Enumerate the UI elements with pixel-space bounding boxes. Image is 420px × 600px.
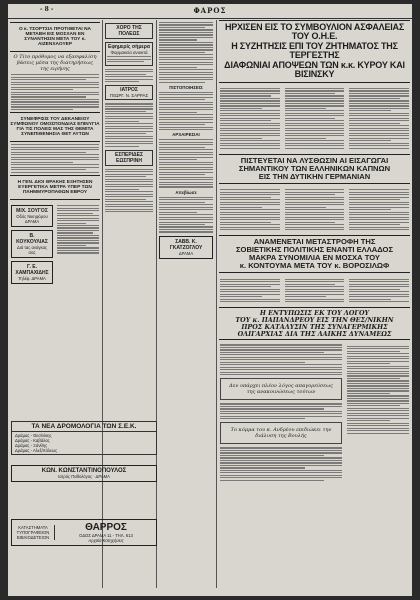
- section-label: ΑΡΧΑΙΡΕΣΙΑΙ: [172, 132, 200, 138]
- timetable-title: ΤΑ ΝΕΑ ΔΡΟΜΟΛΟΓΙΑ ΤΩΝ Σ.Ε.Κ.: [12, 422, 156, 432]
- headline-block: [219, 307, 410, 340]
- inset-headline: Δεν υπάρχει πλέον λόγος απαγορεύσεως της ανακοινώσεως τούτων: [229, 383, 333, 396]
- headline: ΔΙΑΦΩΝΙΑΙ ΑΠΟΨΕΩΝ ΤΩΝ κ.κ. ΚΥΡΟΥ ΚΑΙ ΒΙΣΙΝΣΚΥ: [224, 59, 405, 80]
- column-rule: [102, 20, 103, 588]
- article-text: [11, 144, 99, 173]
- article-text: [159, 197, 213, 233]
- second-column: [104, 20, 154, 590]
- ad-name: ΣΑΒΒ. Κ. ΓΚΑΤΖΟΓΛΟΥ: [169, 238, 203, 251]
- subheadline: Ο Τίτο πρόθυμος να εξασφαλίση βάσεις μέσα της διατηρήσεως της ειρήνης: [13, 54, 97, 73]
- headline: ΑΝΑΜΕΝΕΤΑΙ ΜΕΤΑΣΤΡΟΦΗ ΤΗΣ: [253, 237, 376, 247]
- headline: ΜΑΚΡΑ ΣΥΝΟΜΙΛΙΑ ΕΝ ΜΟΣΧΑ ΤΟΥ: [249, 253, 380, 263]
- headline: Η ΕΝΤΥΠΩΣΙΣ ΕΚ ΤΟΥ ΛΟΓΟΥ: [259, 309, 370, 318]
- column-rule: [156, 20, 157, 588]
- article-text: [105, 69, 153, 83]
- box-title: ΙΑΤΡΟΣ: [120, 87, 138, 94]
- timetable: [11, 421, 157, 455]
- headline: ΕΙΣ ΤΗΝ ΔΥΤΙΚΗΝ ΓΕΡΜΑΝΙΑΝ: [258, 171, 371, 181]
- advertisement: [11, 465, 157, 482]
- article-text: [159, 92, 213, 130]
- box-title: ΕΣΠΕΡΙΔΕΣ ΕΩΣΠΡΙΝΗ: [115, 151, 143, 164]
- info-box: [105, 85, 153, 100]
- headline-block: [219, 20, 410, 83]
- faros-advertisement: [11, 519, 157, 546]
- timetable-row: Δράμας - Θεσ/νίκης: [15, 433, 52, 438]
- article-text: [11, 74, 99, 110]
- article-text: [57, 204, 99, 285]
- page-number: - 8 -: [40, 6, 54, 13]
- newspaper-page: [8, 4, 412, 596]
- headline: ΗΡΧΙΣΕΝ ΕΙΣ ΤΟ ΣΥΜΒΟΥΛΙΟΝ ΑΣΦΑΛΕΙΑΣ ΤΟΥ Ο.Η.Ε.: [224, 22, 405, 42]
- inset-box: [220, 422, 342, 444]
- headline: ΤΟΥ κ. ΠΑΠΑΝΔΡΕΟΥ ΕΙΣ ΤΗΝ ΘΕΣ/ΝΙΚΗΝ: [235, 316, 394, 325]
- article-body: [219, 85, 410, 152]
- ad-text: Τηλέφ. ΔΡΑΜΑ: [18, 275, 46, 281]
- masthead: [8, 4, 412, 19]
- ad-text: Διά τας ανάγκας σας: [16, 244, 48, 255]
- advertisement: [159, 236, 213, 259]
- headline-block: [10, 22, 100, 52]
- headline-block: [219, 235, 410, 273]
- headline: Η ΓΕΝ. ΔΙΟΙ ΘΡΑΚΗΣ ΕΞΗΤΗΣΕΝ ΕΥΕΡΓΕΤΙΚΑ ΜΕΤΡΑ ΥΠΕΡ ΤΩΝ ΠΛΗΜΜΥΡΟΠΑΘΩΝ ΕΒΡΟΥ: [17, 179, 93, 195]
- main-column: [219, 20, 410, 590]
- newspaper-name: ΦΑΡΟΣ: [193, 6, 227, 15]
- inset-headline: Το κόμμα του κ. Ανδρέου επιδιώκει την διάλυση της Βουλής: [230, 427, 332, 440]
- section-label: ΠΙΣΤΟΠΟΙΗΣΕΙΣ: [169, 84, 203, 90]
- headline: ΣΗΜΑΝΤΙΚΟΥ ΤΩΝ ΕΛΛΗΝΙΚΩΝ ΚΑΠΝΩΝ: [238, 164, 391, 173]
- headline: ΟΛΙΓΑΡΧΙΑΣ ΔΙΑ ΤΗΣ ΛΑΙΚΗΣ ΔΥΝΑΜΕΩΣ: [237, 329, 392, 338]
- advertisement: [11, 205, 53, 227]
- column-rule: [216, 20, 217, 588]
- box-title: Εφημερίς σήμερα: [108, 44, 150, 50]
- article-body: [219, 186, 410, 234]
- third-column: [158, 20, 214, 590]
- headline: ΠΙΣΤΕΥΕΤΑΙ ΝΑ ΛΥΣΘΩΣΙΝ ΑΙ ΕΙΣΑΓΩΓΑΙ: [240, 156, 389, 166]
- timetable-row: Δράμας - Αλεξ/πόλεως: [15, 448, 58, 453]
- box-text: Φαρμακεία ανοικτά: [110, 50, 148, 55]
- headline-block: [219, 154, 410, 184]
- ad-address: ΟΔΟΣ ΔΡΑΜΑ 11 - ΤΗΛ. 613: [79, 533, 133, 538]
- headline: ΠΡΟΣ ΚΑΤΑΛΥΣΙΝ ΤΗΣ ΣΥΝΑΓΕΡΜΙΚΗΣ: [241, 322, 388, 331]
- ad-name: ΘΑΡΡΟΣ: [85, 522, 127, 533]
- headline: ΣΟΒΙΕΤΙΚΗΣ ΠΟΛΙΤΙΚΗΣ ΕΝΑΝΤΙ ΕΛΛΑΔΟΣ: [235, 245, 394, 255]
- ad-name: Γ. Ε. ΧΑΜΠΑΧΙΔΗΣ: [15, 263, 49, 276]
- headline: Η ΣΥΖΗΤΗΣΙΣ ΕΠΙ ΤΟΥ ΖΗΤΗΜΑΤΟΣ ΤΗΣ ΤΕΡΓΕΣΤΗΣ: [231, 40, 398, 61]
- section-box: [105, 23, 153, 39]
- headline-block: [10, 175, 100, 200]
- advertisement: [11, 230, 53, 258]
- article-text: [159, 139, 213, 187]
- headline: ΣΥΝΕΦΡΙΣΙΣ ΤΟΥ ΔΕΚΑΝΕΙΟΥ ΣΥΜΦΩΝΟΥ ΟΜΟΣΠΟΝΔΙΑΣ ΕΠΙΝΥΓΙΑ ΓΙΑ ΤΙΣ ΠΟΛΕΙΣ ΜΑΣ ΤΗΣ ΘΕΜΙΤΑ ΣΥΝΕΠΙΘΕΝΗΣΙΑ ΘΕΤ ΑΥΤΩΝ: [10, 117, 100, 138]
- section-box: [105, 150, 153, 166]
- inset-box: [220, 378, 342, 400]
- ad-name: ΜΙΧ. ΣΟΥΓΟΣ: [16, 207, 48, 214]
- box-text: ΓΕΩΡΓ. Ν. ΣΑΡΡΑΣ: [109, 93, 149, 99]
- ad-signature: Αρχαία Κατηχήσεις: [88, 538, 124, 543]
- advertisement: [11, 261, 53, 284]
- ad-name: Β. ΚΟΥΚΟΥΛΙΑΣ: [16, 232, 48, 245]
- ad-text: Ιατρός Παθολόγος · ΔΡΑΜΑ: [58, 474, 110, 479]
- timetable-row: Δράμας - Ξάνθης: [15, 443, 48, 448]
- headline: Ο κ. ΤΣΟΡΤΣΙΛ ΠΡΟΤΙΘΕΤΑΙ ΝΑ ΜΕΤΑΒΗ ΕΙΣ ΜΟΣΧΑΝ ΕΝ ΣΥΝΑΝΤΗΣΙΝ ΜΕΤΑ ΤΟΥ κ. ΑΙΖΕΝΧΑΟΥΕΡ: [18, 27, 92, 48]
- ad-name: ΚΩΝ. ΚΩΝΣΤΑΝΤΙΝΟΠΟΥΛΟΣ: [41, 468, 127, 474]
- headline-block: [10, 112, 100, 142]
- left-column: [10, 20, 100, 590]
- article-text: [105, 103, 153, 146]
- article-text: [105, 169, 153, 212]
- article-text: [159, 22, 213, 83]
- box-title: ΧΟΡΟ ΤΗΣ ΠΟΛΕΩΣ: [116, 25, 142, 37]
- headline: κ. ΚΟΝΤΟΥΜΑ ΜΕΤΑ ΤΟΥ κ. ΒΟΡΟΣΙΛΩΦ: [239, 261, 390, 271]
- ad-text: ΚΑΤΑΣΤΗΜΑΤΑ ΤΥΠΟΓΡΑΦΕΙΟΝ ΒΙΒΛΙΟΔΕΤΕΙΟΝ: [14, 525, 55, 540]
- article-body: [219, 342, 410, 483]
- timetable-row: Δράμας - Καβάλας: [15, 438, 50, 443]
- section-label: Απεβίωσε: [175, 189, 197, 195]
- ad-text: ΔΡΑΜΑ: [178, 250, 194, 256]
- info-box: [105, 42, 153, 66]
- ad-text: Οδός Νικηφόρου ΔΡΑΜΑ: [16, 213, 48, 224]
- article-body: [219, 275, 410, 305]
